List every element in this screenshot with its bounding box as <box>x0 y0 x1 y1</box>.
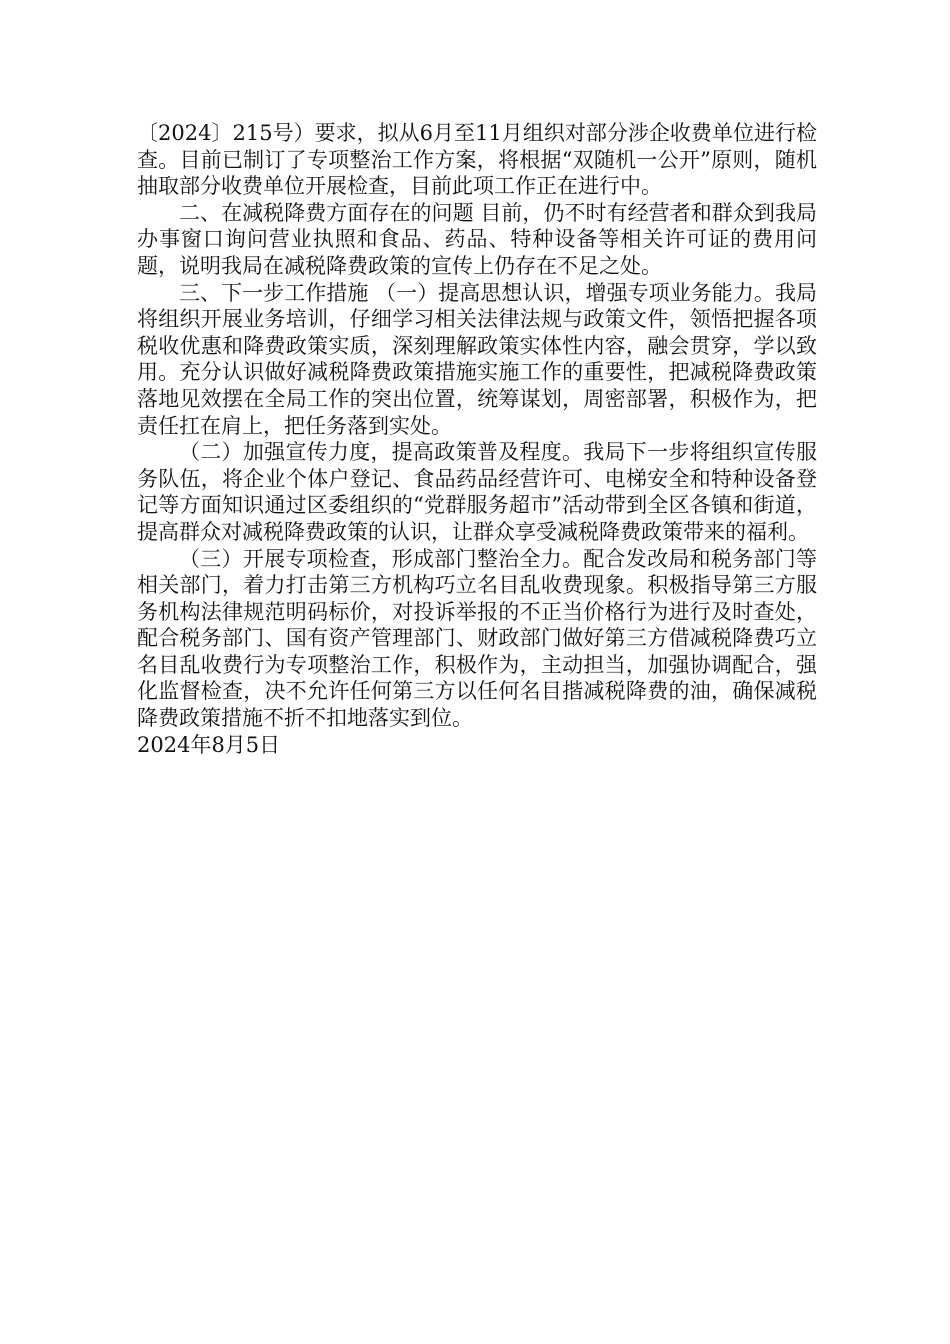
paragraph-existing-problems: 二、在减税降费方面存在的问题 目前，仍不时有经营者和群众到我局办事窗口询问营业执照和食品、药品、特种设备等相关许可证的费用问题，说明我局在减税降费政策的宣传上仍存在不足之处。 <box>137 200 817 278</box>
paragraph-special-inspection: （三）开展专项检查，形成部门整治全力。配合发改局和税务部门等相关部门，着力打击第三方机构巧立名目乱收费现象。积极指导第三方服务机构法律规范明码标价，对投诉举报的不正当价格行为进行及时查处，配合税务部门、国有资产管理部门、财政部门做好第三方借减税降费巧立名目乱收费行为专项整治工作，积极作为，主动担当，加强协调配合，强化监督检查，决不允许任何第三方以任何名目揩减税降费的油，确保减税降费政策措施不折不扣地落实到位。 <box>137 546 817 731</box>
paragraph-next-steps: 三、下一步工作措施 （一）提高思想认识，增强专项业务能力。我局将组织开展业务培训，仔细学习相关法律法规与政策文件，领悟把握各项税收优惠和降费政策实质，深刻理解政策实体性内容，融会贯穿，学以致用。充分认识做好减税降费政策措施实施工作的重要性，把减税降费政策落地见效摆在全局工作的突出位置，统筹谋划，周密部署，积极作为，把责任扛在肩上，把任务落到实处。 <box>137 280 817 438</box>
document-date: 2024年8月5日 <box>137 732 281 757</box>
paragraph-publicity: （二）加强宣传力度，提高政策普及程度。我局下一步将组织宣传服务队伍，将企业个体户登记、食品药品经营许可、电梯安全和特种设备登记等方面知识通过区委组织的“党群服务超市”活动带到全区各镇和街道，提高群众对减税降费政策的认识，让群众享受减税降费政策带来的福利。 <box>137 440 817 544</box>
paragraph-inspection-plan: 〔2024〕215号）要求，拟从6月至11月组织对部分涉企收费单位进行检查。目前已制订了专项整治工作方案，将根据“双随机一公开”原则，随机抽取部分收费单位开展检查，目前此项工作正在进行中。 <box>137 121 817 199</box>
document-body <box>137 120 817 758</box>
